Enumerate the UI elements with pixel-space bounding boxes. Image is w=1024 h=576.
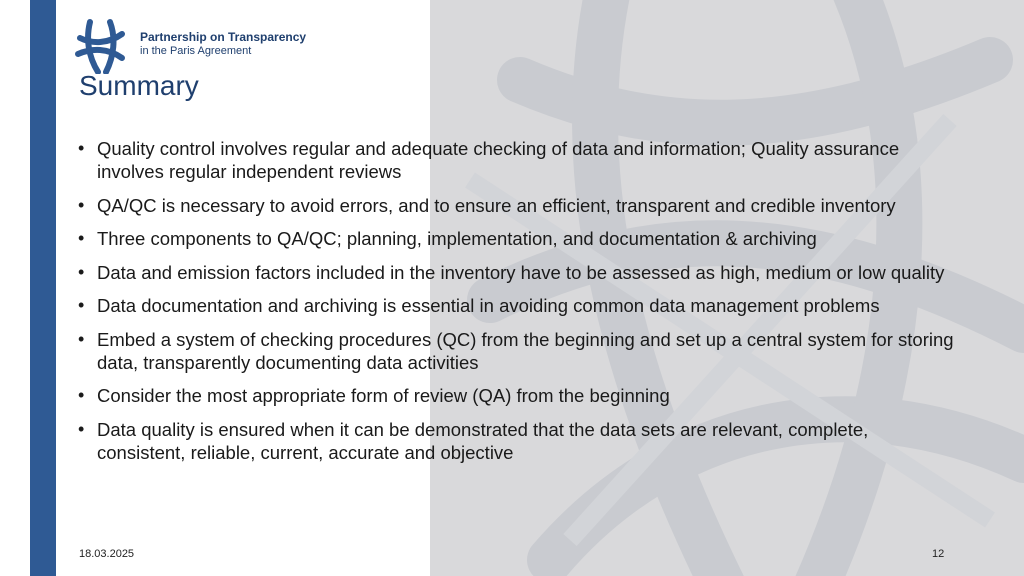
slide-title: Summary [79,70,199,101]
bullet-dot-icon: • [78,328,85,349]
bullet-item [78,137,958,183]
bullet-text: Consider the most appropriate form of review (QA) from the beginning [97,385,670,406]
bullet-dot-icon: • [78,418,85,439]
bullet-item [78,227,958,250]
globe-logo-icon [72,18,128,74]
logo-title: Partnership on Transparency [140,30,307,44]
bullet-list [78,137,958,474]
bullet-text: Embed a system of checking procedures (QC) from the beginning and set up a central system for storing data, transparently documenting data activities [97,328,954,373]
bullet-dot-icon: • [78,138,85,158]
bullet-text: Data quality is ensured when it can be demonstrated that the data sets are relevant, complete, consistent, reliable, current, accurate and objective [97,418,869,463]
page-number: 12 [932,548,945,560]
bullet-dot-icon: • [78,194,85,215]
bullet-text: Quality control involves regular and adequate checking of data and information; Quality assurance involves regular independent reviews [97,138,900,182]
bullet-text: Data and emission factors included in the inventory have to be assessed as high, medium or low quality [97,261,945,283]
left-accent-bar [30,0,56,576]
bullet-item [78,328,958,374]
bullet-text: Three components to QA/QC; planning, implementation, and documentation & archiving [97,228,817,249]
logo [72,18,307,74]
bullet-item [78,418,958,464]
bullet-item [78,194,958,217]
logo-subtitle: in the Paris Agreement [140,45,252,57]
bullet-dot-icon: • [78,385,85,405]
bullet-item [78,294,958,317]
bullet-text: Data documentation and archiving is essential in avoiding common data management problems [97,295,880,316]
footer-date: 18.03.2025 [79,548,135,560]
bullet-item [78,261,958,284]
logo-text [140,30,310,58]
bullet-dot-icon: • [78,228,85,248]
bullet-dot-icon: • [78,261,85,282]
bullet-text: QA/QC is necessary to avoid errors, and to ensure an efficient, transparent and credible inventory [97,194,896,216]
bullet-item [78,384,958,407]
bullet-dot-icon: • [78,295,85,315]
